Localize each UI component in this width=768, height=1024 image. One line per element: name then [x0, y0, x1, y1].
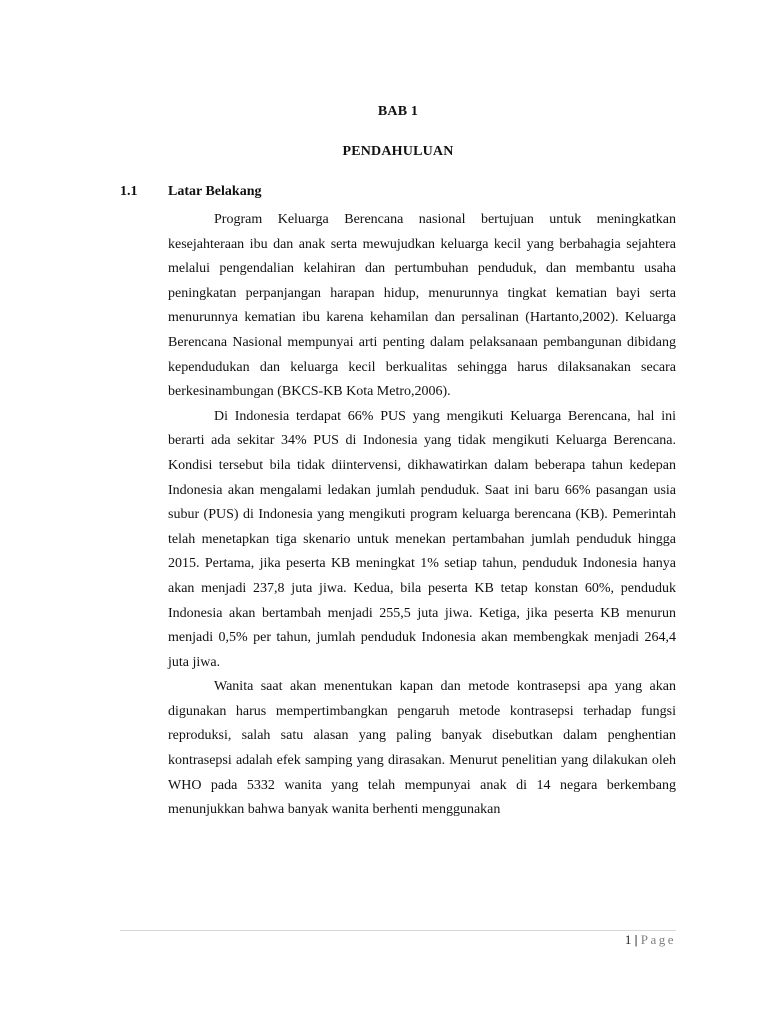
page-number: 1: [624, 932, 632, 947]
footer-separator: |: [634, 932, 638, 947]
paragraph: Di Indonesia terdapat 66% PUS yang mengikuti Keluarga Berencana, hal ini berarti ada sekitar 34% PUS di Indonesia yang tidak mengikuti Keluarga Berencana. Kondisi tersebut bila tidak diintervensi, dikhawatirkan dalam beberapa tahun kedepan Indonesia akan mengalami ledakan jumlah penduduk. Saat ini baru 66% pasangan usia subur (PUS) di Indonesia yang mengikuti program keluarga berencana (KB). Pemerintah telah menetapkan tiga skenario untuk menekan pertambahan jumlah penduduk hingga 2015. Pertama, jika peserta KB meningkat 1% setiap tahun, penduduk Indonesia hanya akan menjadi 237,8 juta jiwa. Kedua, bila peserta KB tetap konstan 60%, penduduk Indonesia akan bertambah menjadi 255,5 juta jiwa. Ketiga, jika peserta KB menurun menjadi 0,5% per tahun, jumlah penduduk Indonesia akan membengkak menjadi 264,4 juta jiwa.: [168, 408, 676, 670]
page-footer: [625, 932, 676, 948]
page-label: Page: [640, 932, 676, 947]
footer-divider: [120, 930, 676, 931]
chapter-title: PENDAHULUAN: [342, 144, 454, 159]
section-number: 1.1: [120, 184, 138, 199]
section-title: Latar Belakang: [168, 184, 262, 199]
body-text: [168, 208, 676, 823]
paragraph: Wanita saat akan menentukan kapan dan metode kontrasepsi apa yang akan digunakan harus mempertimbangkan pengaruh metode kontrasepsi terhadap fungsi reproduksi, salah satu alasan yang paling banyak disebutkan dalam penghentian kontrasepsi adalah efek samping yang dirasakan. Menurut penelitian yang dilakukan oleh WHO pada 5332 wanita yang telah mempunyai anak di 14 negara berkembang menunjukkan bahwa banyak wanita berhenti menggunakan: [168, 679, 676, 818]
paragraph: Program Keluarga Berencana nasional bertujuan untuk meningkatkan kesejahteraan ibu dan anak serta mewujudkan keluarga kecil yang berbahagia sejahtera melalui pengendalian kelahiran dan pertumbuhan penduduk, dan membantu usaha peningkatan perpanjangan harapan hidup, menurunnya tingkat kematian bayi serta menurunnya kematian ibu karena kehamilan dan persalinan (Hartanto,2002). Keluarga Berencana Nasional mempunyai arti penting dalam pelaksanaan pembangunan dibidang kependudukan dan keluarga kecil berkualitas sehingga harus dilaksanakan secara berkesinambungan (BKCS-KB Kota Metro,2006).: [168, 212, 676, 400]
section-heading: [120, 184, 261, 200]
chapter-number: BAB 1: [377, 104, 419, 119]
